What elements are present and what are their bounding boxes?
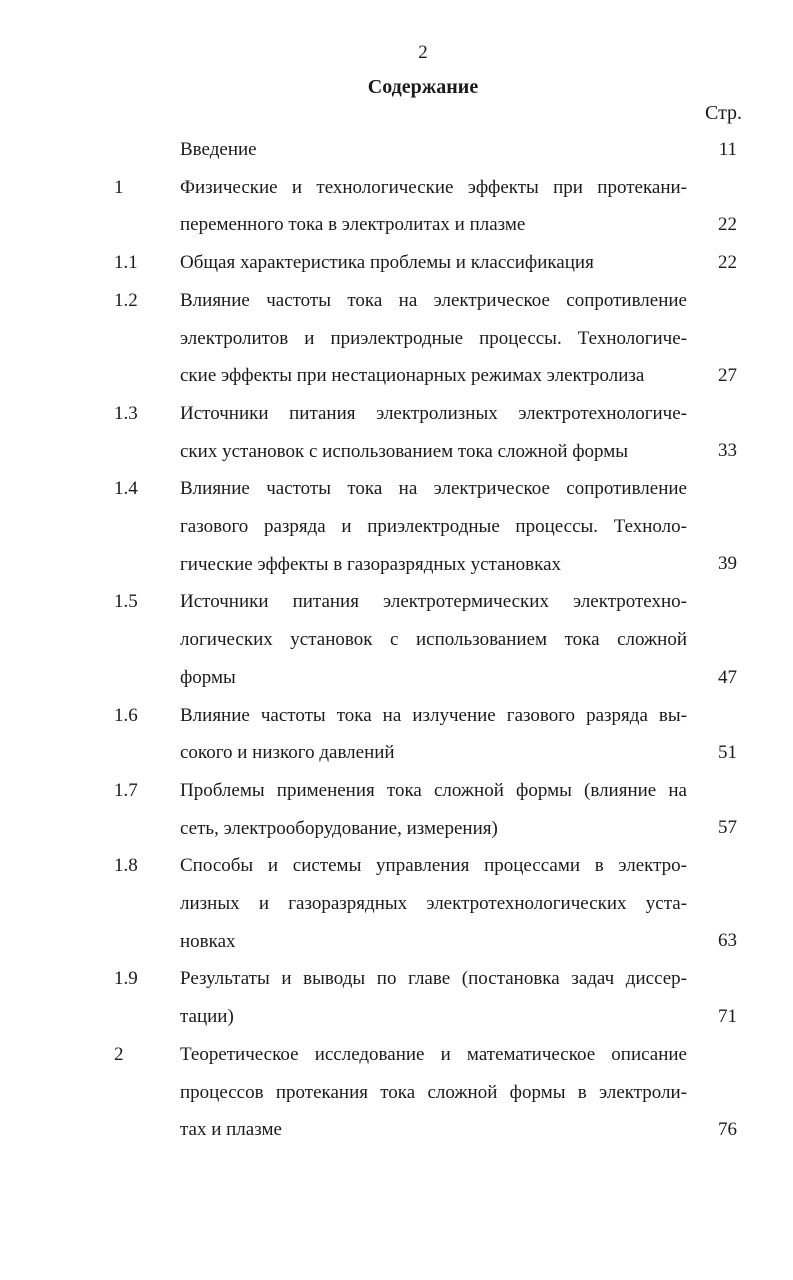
toc-entry: [0, 583, 793, 696]
toc-entry-title-line: Влияние частоты тока на электрическое сопротивление: [180, 478, 687, 500]
toc-entry-title: [180, 847, 687, 960]
toc-entry-title-line: гические эффекты в газоразрядных установках: [180, 553, 562, 575]
toc-entry-number: 1.2: [114, 289, 138, 311]
table-of-contents: [0, 131, 793, 1149]
toc-entry: [0, 395, 793, 470]
toc-entry-title-line: формы: [180, 666, 236, 688]
toc-entry-number: 2: [114, 1043, 124, 1065]
toc-entry-number: 1: [114, 176, 124, 198]
toc-entry-title-line: Проблемы применения тока сложной формы (влияние на: [180, 779, 687, 801]
toc-entry: [0, 697, 793, 772]
toc-entry-page: 39: [718, 553, 737, 575]
toc-entry-title: [180, 131, 687, 169]
toc-entry-number: 1.8: [114, 855, 138, 877]
toc-entry-title-line: переменного тока в электролитах и плазме: [180, 214, 526, 236]
toc-entry: [0, 169, 793, 244]
toc-entry-title-line: Источники питания электролизных электротехнологиче-: [180, 402, 687, 424]
toc-entry-title-line: лизных и газоразрядных электротехнологических уста-: [180, 893, 687, 915]
toc-entry-title: [180, 169, 687, 244]
toc-entry-title-line: Введение: [180, 139, 257, 160]
toc-entry-number: 1.3: [114, 402, 138, 424]
toc-entry-title-line: газового разряда и приэлектродные процессы. Техноло-: [180, 516, 687, 538]
toc-entry-title-line: логических установок с использованием тока сложной: [180, 629, 687, 651]
toc-entry-number: 1.7: [114, 779, 138, 801]
toc-entry-title-line: Влияние частоты тока на излучение газового разряда вы-: [180, 704, 687, 726]
toc-entry-title-line: Влияние частоты тока на электрическое сопротивление: [180, 289, 687, 311]
toc-entry-title-line: Физические и технологические эффекты при протекани-: [180, 176, 687, 198]
page-column-header: Стр.: [705, 102, 743, 124]
toc-entry-page: 71: [718, 1005, 737, 1027]
toc-entry-title-line: Результаты и выводы по главе (постановка задач диссер-: [180, 968, 687, 990]
toc-entry-title: [180, 960, 687, 1035]
toc-entry-title-line: электролитов и приэлектродные процессы. Технологиче-: [180, 327, 687, 349]
toc-entry-title: [180, 697, 687, 772]
toc-entry-title: [180, 470, 687, 583]
toc-entry: [0, 1036, 793, 1149]
toc-entry: [0, 847, 793, 960]
toc-entry-title-line: новках: [180, 930, 236, 952]
toc-entry-title-line: Теоретическое исследование и математическое описание: [180, 1043, 687, 1065]
toc-entry-title: [180, 583, 687, 696]
toc-entry: [0, 282, 793, 395]
toc-entry: [0, 131, 793, 169]
toc-entry-title: [180, 1036, 687, 1149]
toc-entry-number: 1.9: [114, 968, 138, 990]
toc-entry-title: [180, 282, 687, 395]
toc-entry-page: 51: [718, 741, 737, 763]
toc-entry: [0, 772, 793, 847]
toc-entry-title-line: тах и плазме: [180, 1119, 282, 1141]
toc-entry-page: 57: [718, 817, 737, 839]
toc-entry-title-line: сеть, электрооборудование, измерения): [180, 817, 498, 839]
toc-entry-number: 1.5: [114, 591, 138, 613]
toc-entry-page: 63: [718, 930, 737, 952]
toc-entry-title-line: процессов протекания тока сложной формы в электроли-: [180, 1081, 687, 1103]
toc-entry-title-line: Источники питания электротермических электротехно-: [180, 591, 687, 613]
toc-entry-page: 11: [718, 138, 737, 160]
toc-entry-page: 22: [718, 214, 737, 236]
toc-entry-title-line: ские эффекты при нестационарных режимах электролиза: [180, 365, 645, 387]
toc-entry-page: 22: [718, 251, 737, 273]
toc-entry: [0, 244, 793, 282]
toc-entry-title: [180, 244, 687, 282]
toc-entry-page: 76: [718, 1118, 737, 1140]
toc-entry-number: 1.4: [114, 478, 138, 500]
page-number: 2: [418, 42, 428, 63]
toc-entry-title-line: Общая характеристика проблемы и классификация: [180, 252, 594, 274]
toc-entry-title-line: Способы и системы управления процессами в электро-: [180, 855, 687, 877]
toc-entry-title-line: сокого и низкого давлений: [180, 742, 395, 764]
toc-entry-title: [180, 395, 687, 470]
toc-entry: [0, 470, 793, 583]
toc-entry-title-line: тации): [180, 1006, 234, 1028]
toc-entry-number: 1.1: [114, 252, 138, 274]
toc-entry: [0, 960, 793, 1035]
toc-entry-number: 1.6: [114, 704, 138, 726]
toc-entry-title: [180, 772, 687, 847]
toc-entry-page: 27: [718, 364, 737, 386]
page-title: Содержание: [367, 76, 479, 98]
toc-entry-page: 47: [718, 666, 737, 688]
toc-entry-title-line: ских установок с использованием тока сложной формы: [180, 440, 629, 462]
toc-entry-page: 33: [718, 440, 737, 462]
